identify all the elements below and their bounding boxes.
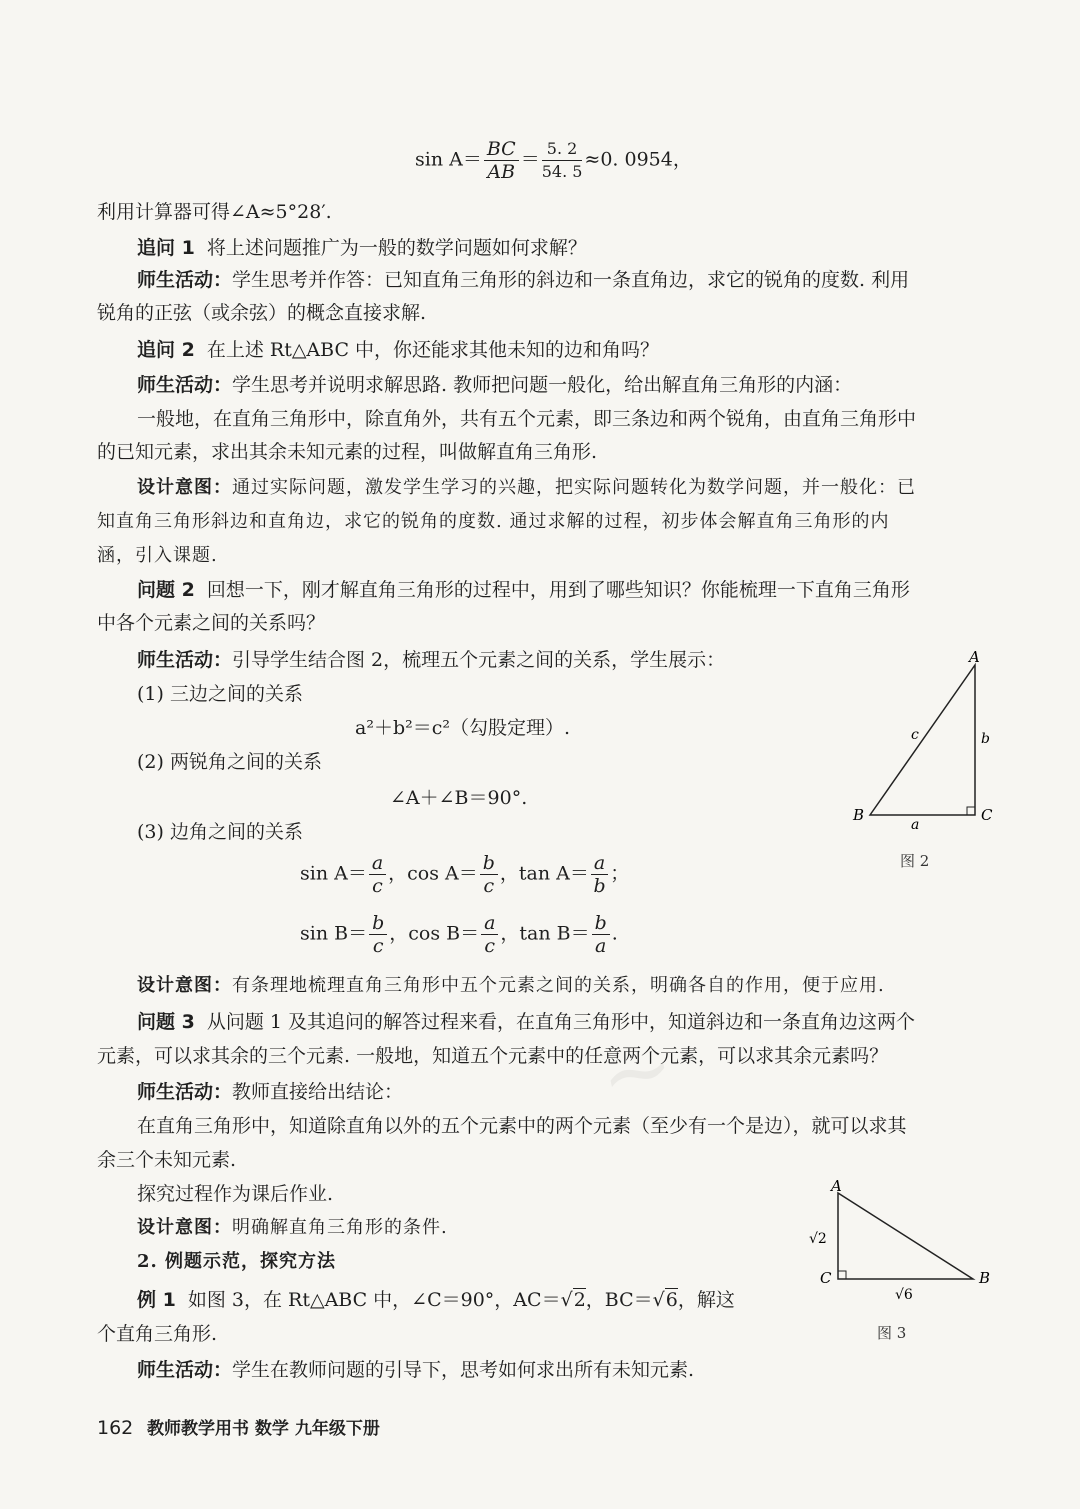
design-intent-3: 设计意图：明确解直角三角形的条件. (137, 1217, 448, 1238)
problem-3: 问题 3 从问题 1 及其追问的解答过程来看，在直角三角形中，知道斜边和一条直角边这两个 (137, 1011, 916, 1033)
activity-4: 师生活动：教师直接给出结论： (137, 1081, 404, 1103)
label-B: B (853, 806, 865, 824)
relation-1-formula: a²＋b²＝c²（勾股定理）. (355, 717, 571, 739)
activity-1-line2: 锐角的正弦（或余弦）的概念直接求解. (97, 302, 427, 324)
label-B-fig3: B (979, 1269, 991, 1287)
problem-2-line2: 中各个元素之间的关系吗？ (97, 612, 326, 634)
label-side-bc: √6 (895, 1287, 913, 1303)
relation-3-title: (3) 边角之间的关系 (137, 821, 303, 843)
design-intent-1-line2: 知直角三角形斜边和直角边，求它的锐角的度数. 通过求解的过程，初步体会解直角三角形的内 (97, 511, 890, 532)
relation-2-formula: ∠A＋∠B＝90°. (390, 787, 528, 809)
example-1: 例 1 如图 3，在 Rt△ABC 中，∠C＝90°，AC＝√2，BC＝√6，解这 (137, 1289, 735, 1311)
figure-3-triangle (805, 1175, 1000, 1305)
definition-line1: 一般地，在直角三角形中，除直角外，共有五个元素，即三条边和两个锐角，由直角三角形中 (137, 408, 917, 430)
formula-sinA: sin A＝ $\frac{BC}{AB}$ ＝ $\frac{5. 2}{54. 5}$ ≈0. 0954， (415, 138, 692, 183)
label-C-fig3: C (820, 1269, 832, 1287)
calc-result: 利用计算器可得∠A≈5°28′. (97, 201, 332, 223)
triangle-abc-2 (838, 1193, 973, 1279)
relation-1-title: (1) 三边之间的关系 (137, 683, 303, 705)
example-1-line2: 个直角三角形. (97, 1323, 218, 1345)
design-intent-1: 设计意图：通过实际问题，激发学生学习的兴趣，把实际问题转化为数学问题，并一般化：已 (137, 477, 916, 498)
conclusion-line1: 在直角三角形中，知道除直角以外的五个元素中的两个元素（至少有一个是边），就可以求其 (137, 1115, 907, 1137)
book-title: 教师教学用书 数学 九年级下册 (147, 1419, 380, 1439)
followup-question-2: 追问 2 在上述 Rt△ABC 中，你还能求其他未知的边和角吗？ (137, 339, 660, 361)
right-angle-mark (967, 807, 975, 815)
label-side-c: c (911, 727, 919, 743)
figure-3-caption: 图 3 (877, 1324, 907, 1342)
design-intent-2: 设计意图：有条理地梳理直角三角形中五个元素之间的关系，明确各自的作用，便于应用. (137, 975, 885, 996)
conclusion-line2: 余三个未知元素. (97, 1149, 237, 1171)
label-C: C (981, 806, 993, 824)
right-angle-mark-2 (838, 1271, 846, 1279)
figure-2-triangle (845, 645, 1005, 835)
figure-2-caption: 图 2 (900, 852, 930, 870)
section-2-title: 2. 例题示范，探究方法 (137, 1251, 337, 1272)
label-side-ac: √2 (809, 1231, 827, 1247)
design-intent-1-line3: 涵，引入课题. (97, 545, 218, 566)
trig-formulas-B: sin B＝ $\frac{b}{c}$ ，cos B＝ $\frac{a}{c}$ ，tan B＝ $\frac{b}{a}$ . (300, 912, 618, 957)
page-number: 162 (97, 1417, 134, 1439)
label-side-a: a (911, 817, 920, 833)
problem-3-line2: 元素，可以求其余的三个元素. 一般地，知道五个元素中的任意两个元素，可以求其余元素吗？ (97, 1045, 889, 1067)
trig-formulas-A: sin A＝ $\frac{a}{c}$ ，cos A＝ $\frac{b}{c}$ ，tan A＝ $\frac{a}{b}$ ； (300, 852, 630, 897)
problem-2: 问题 2 回想一下，刚才解直角三角形的过程中，用到了哪些知识？你能梳理一下直角三角形 (137, 579, 910, 601)
label-A: A (969, 648, 980, 666)
followup-question-1: 追问 1 将上述问题推广为一般的数学问题如何求解？ (137, 237, 587, 259)
triangle-abc (870, 665, 975, 815)
watermark: ~ (590, 1013, 684, 1130)
activity-5: 师生活动：学生在教师问题的引导下，思考如何求出所有未知元素. (137, 1359, 695, 1381)
activity-3: 师生活动：引导学生结合图 2，梳理五个元素之间的关系，学生展示： (137, 649, 726, 671)
fraction-bc-ab: $\frac{BC}{AB}$ (484, 138, 519, 183)
fraction-values: $\frac{5. 2}{54. 5}$ (541, 139, 583, 181)
label-A-fig3: A (831, 1177, 842, 1195)
page-footer (97, 1414, 380, 1439)
definition-line2: 的已知元素，求出其余未知元素的过程，叫做解直角三角形. (97, 441, 598, 463)
formula-result: ≈0. 0954， (584, 148, 692, 171)
homework-note: 探究过程作为课后作业. (137, 1183, 334, 1205)
relation-2-title: (2) 两锐角之间的关系 (137, 751, 322, 773)
activity-2: 师生活动：学生思考并说明求解思路. 教师把问题一般化，给出解直角三角形的内涵： (137, 374, 853, 396)
activity-1: 师生活动：学生思考并作答：已知直角三角形的斜边和一条直角边，求它的锐角的度数. 利用 (137, 269, 910, 291)
formula-lhs: sin A＝ (415, 148, 482, 171)
label-side-b: b (981, 731, 990, 747)
